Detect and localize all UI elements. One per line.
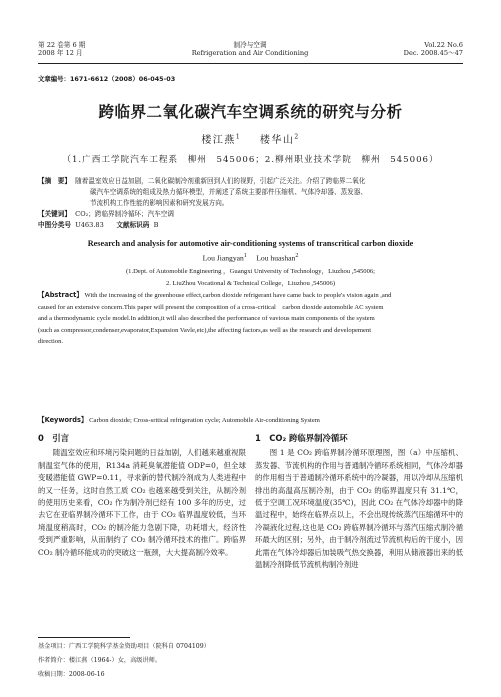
doc-code-label: 文献标识码 [116,221,150,229]
running-header-left [38,41,85,57]
clc-value: U463.83 [75,221,104,229]
clc-label: 中图分类号 [38,221,71,229]
footnote-rule [38,637,130,638]
section-heading-introduction: 0 引言 [38,433,69,443]
author-2: 楼华山 [259,135,295,146]
keywords-label: 【关键词】 [38,210,71,218]
affiliation-en-line-2: 2. LiuZhou Vocational & Technical College，Liuzhou ,545006) [165,280,336,287]
abstract-en-line-1: With the increasing of the greenhouse effect,carbon dioxide refrigerant have came back to people's vision again ,and [82,292,392,299]
publication-date: 2008 年 12 月 [38,49,83,57]
abstract-cn-line-3: 节流机构工作性能的影响因素和研究发展方向。 [90,199,229,207]
abstract-en-label: 【Abstract】 [38,291,83,299]
affiliation-en-line-1: (1.Dept. of Automobile Engineering ，Guangxi University of Technology，Liuzhou ,545006; [125,268,376,275]
affiliation-cn: （1.广西工学院汽车工程系 柳州 545006；2.柳州职业技术学院 柳州 545006） [62,155,439,165]
date-pages: Dec. 2008.45～47 [403,49,463,57]
abstract-en-line-3: and a thermodynamic cycle model.In addition,it will also described the performance of vavious main components of the system [38,315,375,322]
paper-title-en: Research and analysis for automotive air-conditioning systems of transcritical carbon dioxide [87,239,414,248]
authors-cn [0,131,501,146]
abstract-label: 【摘 要】 [38,177,71,185]
keywords-en-label: 【Keywords】 [38,416,88,424]
author-2-en-mark: 2 [295,253,299,259]
keywords-en-line [38,414,463,424]
abstract-en-line-4: (such as compressor,condenser,evaporator,Expansion Vavle,etc),the affecting factors,as well as the research and developement [38,326,372,334]
footnote-received: 收稿日期：2008-06-16 [38,671,105,678]
abstract-cn-line-1: 随着温室效应日益加剧，二氧化碳制冷剂重新回到人们的视野，引起广泛关注。介绍了跨临界二氧化 [75,177,366,185]
journal-name-en: Refrigeration and Air Conditioning [191,49,309,57]
volume-en: Vol.22 No.6 [424,41,463,49]
abstract-cn-line-2: 碳汽车空调系统的组成及热力循环模型，并阐述了系统主要部件压缩机、气体冷却器、蒸发器、 [90,188,367,196]
doc-code-value: B [153,221,159,229]
author-1-affil-mark: 1 [235,133,242,141]
co2-cycle-paragraph: 图 1 是 CO₂ 跨临界制冷循环原理图，图（a）中压缩机、蒸发器、节流机构的作用与普通制冷循环系统相同，气体冷却器的作用相当于普通制冷循环系统中的冷凝器，用以冷却从压缩机排出的高温高压制冷剂，由于 CO₂ 的临界温度只有 31.1℃，低于空调工况环境温度(35℃)，因此 CO₂ 在气体冷却器中的降温过程中，始终在临界点以上，不会出现传统蒸汽压缩循环中的冷凝液化过程,这也是 CO₂ 跨临界制冷循环与蒸汽压缩式制冷循环最大的区别；另外，由于制冷剂流过节流机构后的干度小，因此需在气体冷却器后加装吸气热交换器，利用从储液器出来的低温制冷剂降低节流机构制冷剂进 [255,448,463,570]
author-1: 楼江燕 [201,135,236,146]
author-2-en: Lou huashan [256,253,296,263]
article-number: 文章编号：1671-6612（2008）06-045-03 [38,75,176,83]
body-column-right [255,432,463,571]
author-2-affil-mark: 2 [294,133,300,141]
paper-title-cn: 跨临界二氧化碳汽车空调系统的研究与分析 [98,103,403,121]
keywords-en: Carbon dioxide; Cross-sritical refrigeration cycle; Automobile Air-conditioning System [87,417,320,424]
keywords-cn: CO₂；跨临界制冷循环；汽车空调 [75,210,174,218]
running-header-right [404,41,463,57]
footnote-author: 作者简介：楼江燕（1964-）女，高级讲师。 [38,657,162,664]
author-1-en: Lou Jiangyan [202,253,244,263]
abstract-en-line-2: caused for an extensive concern.This paper will present the composition of a cross-critical carbon dioxide automobile AC system [38,303,384,311]
section-heading-co2-cycle: 1 CO₂ 跨临界制冷循环 [255,433,348,443]
authors-en [0,253,501,263]
abstract-en [38,290,463,348]
abstract-cn [38,176,463,231]
volume-issue: 第 22 卷第 6 期 [38,41,86,49]
introduction-paragraph: 随温室效应和环境污染问题的日益加剧，人们越来越重视限制温室气体的使用，R134a 消耗臭氧潜能值 ODP=0，但全球变暖潜能值 GWP=0.11，寻求新的替代制冷剂成为人类进程中的又一任务，这时自然工质 CO₂ 也越来越受到关注，从制冷剂的使用历史来看，CO₂ 作为制冷剂已经有 100 多年的历史，过去它在亚临界制冷循环下工作，由于 CO₂ 临界温度较低，当环境温度稍高时，CO₂ 的制冷能力急剧下降，功耗增大，经济性受到严重影响，从而制约了 CO₂ 制冷循环技术的推广。跨临界 CO₂ 制冷循环能成功的突破这一瓶颈，大大提高制冷效率。 [38,448,246,557]
abstract-en-line-5: direction. [38,338,64,345]
author-1-en-mark: 1 [243,253,247,259]
classification-line [38,220,463,231]
footnote-fund: 基金项目：广西工学院科学基金资助项目（院科自 0704109） [38,643,210,650]
header-rule [38,63,463,64]
journal-name-cn: 制冷与空调 [233,41,267,49]
running-header-center [175,41,325,57]
body-column-left [38,432,246,559]
